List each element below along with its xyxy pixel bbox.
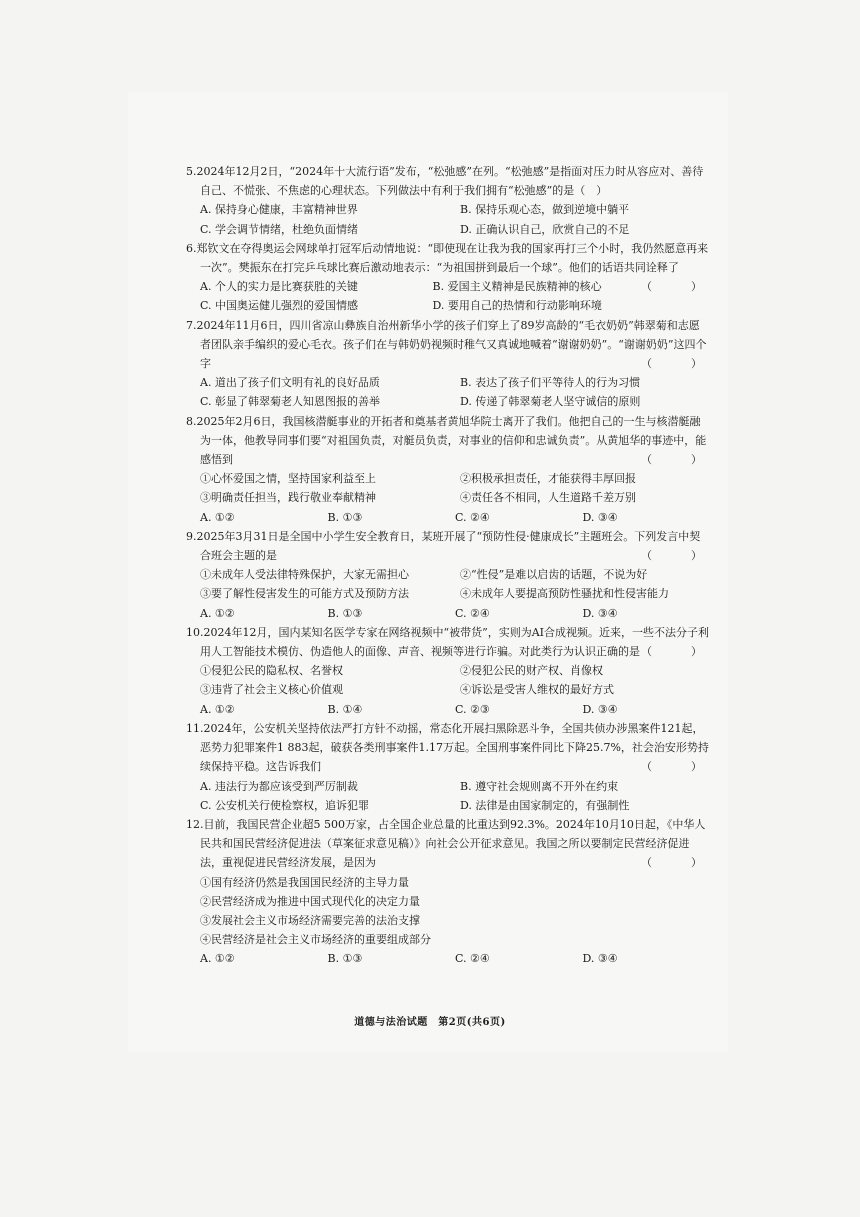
choice-a: A. ①② bbox=[200, 510, 235, 524]
choice-b: B. ①③ bbox=[327, 606, 363, 620]
question-stem bbox=[186, 719, 716, 777]
option-a: A. 违法行为都应该受到严厉制裁 bbox=[200, 779, 358, 793]
choice-b: B. ①④ bbox=[327, 702, 363, 716]
statement-2: ②民营经济成为推进中国式现代化的决定力量 bbox=[200, 894, 420, 908]
choices bbox=[186, 949, 710, 968]
statement-3: ③要了解性侵害发生的可能方式及预防方法 bbox=[200, 587, 409, 601]
question-text: 2025年3月31日是全国中小学生安全教育日，某班开展了“预防性侵·健康成长”主题班会。下列发言中契合班会主题的是 bbox=[196, 529, 701, 563]
statement-3: ③明确责任担当，践行敬业奉献精神 bbox=[200, 491, 376, 505]
option-c: C. 中国奥运健儿强烈的爱国情感 bbox=[200, 299, 359, 313]
choice-b: B. ①③ bbox=[327, 952, 363, 966]
question-number: 5. bbox=[186, 165, 197, 178]
page-footer: 道德与法治试题 第2页(共6页) bbox=[354, 1017, 506, 1028]
answer-blank: （ ） bbox=[641, 645, 716, 659]
statement-2: ②“性侵”是难以启齿的话题，不说为好 bbox=[460, 568, 648, 582]
statement-4: ④责任各不相同，人生道路千差万别 bbox=[460, 491, 636, 505]
statements bbox=[186, 565, 710, 603]
option-d: D. 法律是由国家制定的，有强制性 bbox=[460, 798, 630, 812]
question-stem bbox=[186, 815, 716, 873]
question-number: 7. bbox=[186, 318, 197, 332]
answer-blank: （ ） bbox=[641, 280, 716, 294]
choice-a: A. ①② bbox=[200, 606, 235, 620]
question-text: 2025年2月6日，我国核潜艇事业的开拓者和奠基者黄旭华院士离开了我们。他把自己的一生与核潜艇融为一体，他教导同事们要“对祖国负责，对艇员负责，对事业的信仰和忠诚负责”。从黄旭华的事迹中，能感悟到 bbox=[196, 414, 707, 467]
question-12 bbox=[186, 815, 716, 969]
choice-b: B. ①③ bbox=[327, 510, 363, 524]
question-number: 9. bbox=[186, 529, 197, 543]
choice-d: D. ③④ bbox=[582, 702, 618, 716]
answer-blank: （ ） bbox=[641, 760, 716, 774]
question-10 bbox=[186, 623, 716, 719]
option-b: B. 保持乐观心态，做到逆境中躺平 bbox=[460, 203, 630, 217]
answer-blank: （ ） bbox=[641, 856, 716, 870]
choice-c: C. ②④ bbox=[455, 606, 490, 620]
question-number: 6. bbox=[186, 241, 197, 255]
statement-1: ①侵犯公民的隐私权、名誉权 bbox=[200, 664, 343, 678]
question-stem bbox=[186, 527, 716, 565]
option-b: B. 表达了孩子们平等待人的行为习惯 bbox=[460, 376, 641, 390]
statement-1: ①心怀爱国之情，坚持国家利益至上 bbox=[200, 472, 376, 486]
question-list bbox=[186, 162, 716, 969]
answer-blank: （ ） bbox=[641, 357, 716, 371]
question-text: 郑钦文在夺得奥运会网球单打冠军后动情地说：“即使现在让我为我的国家再打三个小时，我仍然愿意再来一次”。樊振东在打完乒乓球比赛后激动地表示：“为祖国拼到最后一个球”。他们的话语共同诠释了 bbox=[196, 241, 709, 275]
statement-4: ④未成年人要提高预防性骚扰和性侵害能力 bbox=[460, 587, 669, 601]
statement-1: ①未成年人受法律特殊保护，大家无需担心 bbox=[200, 568, 409, 582]
statement-1: ①国有经济仍然是我国国民经济的主导力量 bbox=[200, 875, 409, 889]
choice-c: C. ②③ bbox=[455, 702, 490, 716]
answer-blank: （ ） bbox=[641, 453, 716, 467]
option-a: A. 个人的实力是比赛获胜的关键 bbox=[200, 280, 358, 294]
question-stem bbox=[186, 316, 716, 374]
statements bbox=[186, 661, 710, 699]
question-text: 2024年，公安机关坚持依法严打方针不动摇，常态化开展扫黑除恶斗争，全国共侦办涉黑案件121起，恶势力犯罪案件1 883起，破获各类刑事案件1.17万起。全国刑事案件同比下降25.7%，社会治安形势持续保持平稳。这告诉我们 bbox=[200, 721, 709, 774]
option-c: C. 学会调节情绪，杜绝负面情绪 bbox=[200, 222, 359, 236]
statements bbox=[186, 469, 710, 507]
choice-c: C. ②④ bbox=[455, 952, 490, 966]
option-d: D. 传递了韩翠菊老人坚守诚信的原则 bbox=[460, 395, 641, 409]
option-a: A. 保持身心健康，丰富精神世界 bbox=[200, 203, 358, 217]
option-c: C. 彰显了韩翠菊老人知恩图报的善举 bbox=[200, 395, 381, 409]
option-b: B. 遵守社会规则离不开外在约束 bbox=[460, 779, 619, 793]
choices bbox=[186, 508, 710, 527]
question-9 bbox=[186, 527, 716, 623]
question-text: 2024年12月，国内某知名医学专家在网络视频中“被带货”，实则为AI合成视频。近来，一些不法分子利用人工智能技术模仿、伪造他人的面像、声音、视频等进行诈骗。对此类行为认识正确的是 bbox=[200, 625, 710, 659]
choice-a: A. ①② bbox=[200, 702, 235, 716]
option-d: D. 要用自己的热情和行动影响环境 bbox=[432, 299, 602, 313]
choice-d: D. ③④ bbox=[582, 606, 618, 620]
option-c: C. 公安机关行使检察权，追诉犯罪 bbox=[200, 798, 370, 812]
question-5 bbox=[186, 162, 710, 239]
answer-blank: （ ） bbox=[641, 549, 716, 563]
statement-2: ②侵犯公民的财产权、肖像权 bbox=[460, 664, 603, 678]
question-number: 12. bbox=[186, 817, 204, 831]
choice-c: C. ②④ bbox=[455, 510, 490, 524]
question-11 bbox=[186, 719, 716, 815]
choice-a: A. ①② bbox=[200, 952, 235, 966]
option-d: D. 正确认识自己，欣赏自己的不足 bbox=[460, 222, 630, 236]
statements bbox=[186, 873, 710, 950]
statement-3: ③违背了社会主义核心价值观 bbox=[200, 683, 343, 697]
choice-d: D. ③④ bbox=[582, 952, 618, 966]
question-7 bbox=[186, 316, 716, 412]
question-text: 目前，我国民营企业超5 500万家，占全国企业总量的比重达到92.3%。2024年10月10日起，《中华人民共和国民营经济促进法（草案征求意见稿）》向社会公开征求意见。我国之所以要制定民营经济促进法，重视促进民营经济发展，是因为 bbox=[200, 817, 706, 870]
choices bbox=[186, 604, 710, 623]
choice-d: D. ③④ bbox=[582, 510, 618, 524]
question-stem bbox=[186, 623, 716, 661]
option-a: A. 道出了孩子们文明有礼的良好品质 bbox=[200, 376, 380, 390]
statement-3: ③发展社会主义市场经济需要完善的法治支撑 bbox=[200, 913, 420, 927]
question-8 bbox=[186, 412, 716, 527]
options bbox=[186, 373, 710, 411]
options bbox=[186, 200, 710, 238]
statement-4: ④民营经济是社会主义市场经济的重要组成部分 bbox=[200, 933, 431, 947]
question-stem bbox=[186, 412, 716, 470]
question-6 bbox=[186, 239, 716, 316]
option-b: B. 爱国主义精神是民族精神的核心 bbox=[432, 280, 602, 294]
question-number: 11. bbox=[186, 721, 204, 735]
question-text: 2024年11月6日，四川省凉山彝族自治州新华小学的孩子们穿上了89岁高龄的“毛衣奶奶”韩翠菊和志愿者团队亲手编织的爱心毛衣。孩子们在与韩奶奶视频时稚气又真诚地喊着“谢谢奶奶”。“谢谢奶奶”这四个字 bbox=[196, 318, 707, 371]
options bbox=[186, 777, 710, 815]
options bbox=[186, 277, 655, 315]
question-number: 8. bbox=[186, 414, 197, 428]
statement-4: ④诉讼是受害人维权的最好方式 bbox=[460, 683, 614, 697]
question-number: 10. bbox=[186, 625, 204, 639]
question-text: 2024年12月2日，“2024年十大流行语”发布，“松弛感”在列。“松弛感”是指面对压力时从容应对、善待自己、不慌张、不焦虑的心理状态。下列做法中有利于我们拥有“松弛感”的是（ ） bbox=[196, 165, 704, 198]
question-stem bbox=[186, 162, 710, 200]
choices bbox=[186, 700, 710, 719]
statement-2: ②积极承担责任，才能获得丰厚回报 bbox=[460, 472, 636, 486]
